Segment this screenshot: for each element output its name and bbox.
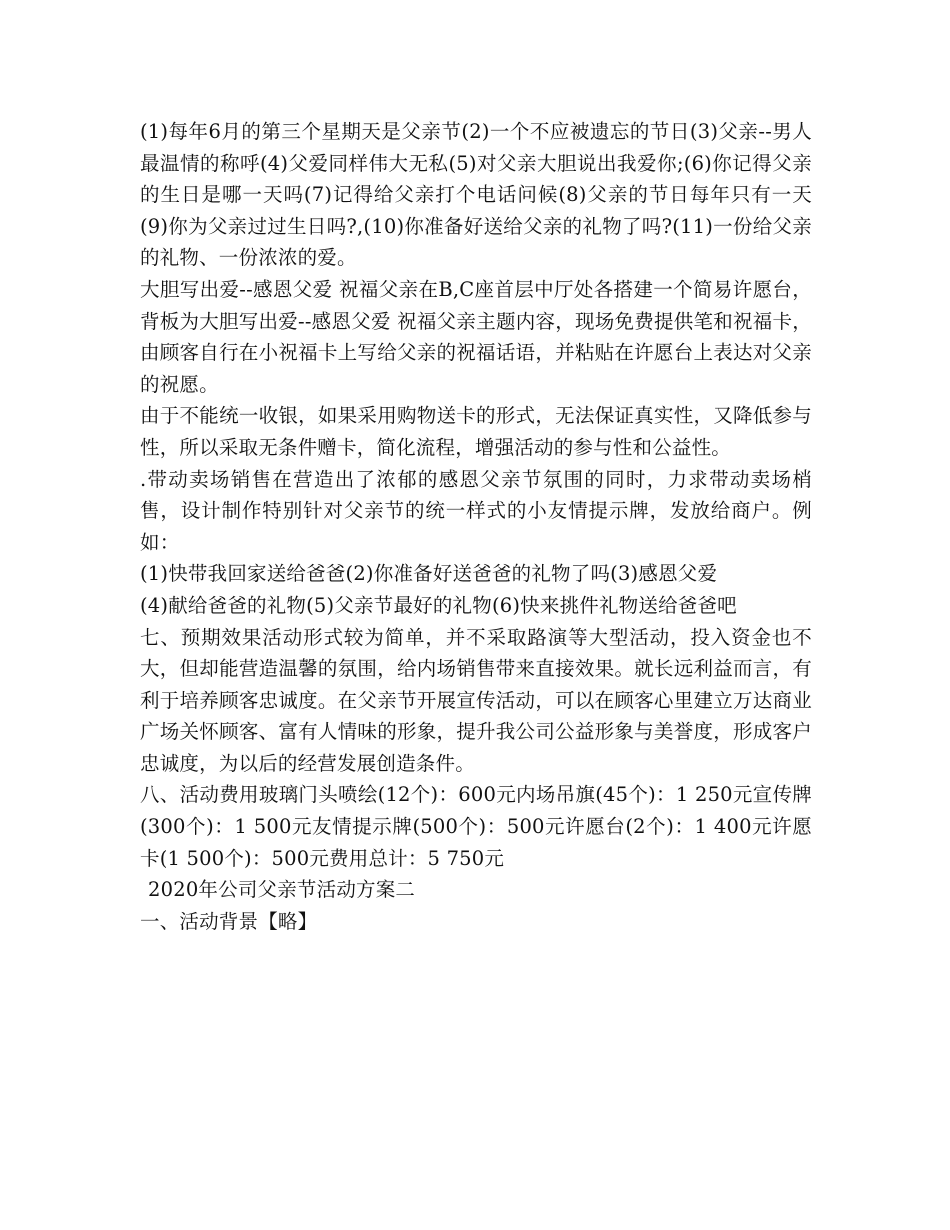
paragraph-costs: 八、活动费用玻璃门头喷绘(12个)：600元内场吊旗(45个)：1 250元宣传牌(300个)：1 500元友情提示牌(500个)：500元许愿台(2个)：1 400元许愿卡(1 500个)：500元费用总计：5 750元 xyxy=(140,783,812,870)
paragraph-wish-wall: 大胆写出爱--感恩父爱 祝福父亲在B,C座首层中厅处各搭建一个简易许愿台，背板为大胆写出爱--感恩父爱 祝福父亲主题内容，现场免费提供笔和祝福卡，由顾客自行在小祝福卡上写给父亲的祝福话语，并粘贴在许愿台上表达对父亲的祝愿。 xyxy=(140,277,812,396)
document-body xyxy=(140,116,812,937)
paragraph-expected-effect: 七、预期效果活动形式较为简单，并不采取路演等大型活动，投入资金也不大，但却能营造温馨的氛围，给内场销售带来直接效果。就长远利益而言，有利于培养顾客忠诚度。在父亲节开展宣传活动，可以在顾客心里建立万达商业广场关怀顾客、富有人情味的形象，提升我公司公益形象与美誉度，形成客户忠诚度，为以后的经营发展创造条件。 xyxy=(140,625,812,775)
section-title-plan-two: 2020年公司父亲节活动方案二 xyxy=(148,878,416,902)
paragraph-sales-promotion: .带动卖场销售在营造出了浓郁的感恩父亲节氛围的同时，力求带动卖场梢售，设计制作特别针对父亲节的统一样式的小友情提示牌，发放给商户。例如： xyxy=(140,467,812,554)
section-heading-background: 一、活动背景【略】 xyxy=(140,909,318,933)
paragraph-card-policy: 由于不能统一收银，如果采用购物送卡的形式，无法保证真实性，又降低参与性，所以采取无条件赠卡，简化流程，增强活动的参与性和公益性。 xyxy=(140,404,812,459)
paragraph-example-line-1: (1)快带我回家送给爸爸(2)你准备好送爸爸的礼物了吗(3)感恩父爱 xyxy=(140,562,718,586)
paragraph-slogans: (1)每年6月的第三个星期天是父亲节(2)一个不应被遗忘的节日(3)父亲--男人最温情的称呼(4)父爱同样伟大无私(5)对父亲大胆说出我爱你;(6)你记得父亲的生日是哪一天吗(7)记得给父亲打个电话问候(8)父亲的节日每年只有一天(9)你为父亲过过生日吗?,(10)你准备好送给父亲的礼物了吗?(11)一份给父亲的礼物、一份浓浓的爱。 xyxy=(140,120,812,270)
paragraph-example-line-2: (4)献给爸爸的礼物(5)父亲节最好的礼物(6)快来挑件礼物送给爸爸吧 xyxy=(140,593,737,617)
